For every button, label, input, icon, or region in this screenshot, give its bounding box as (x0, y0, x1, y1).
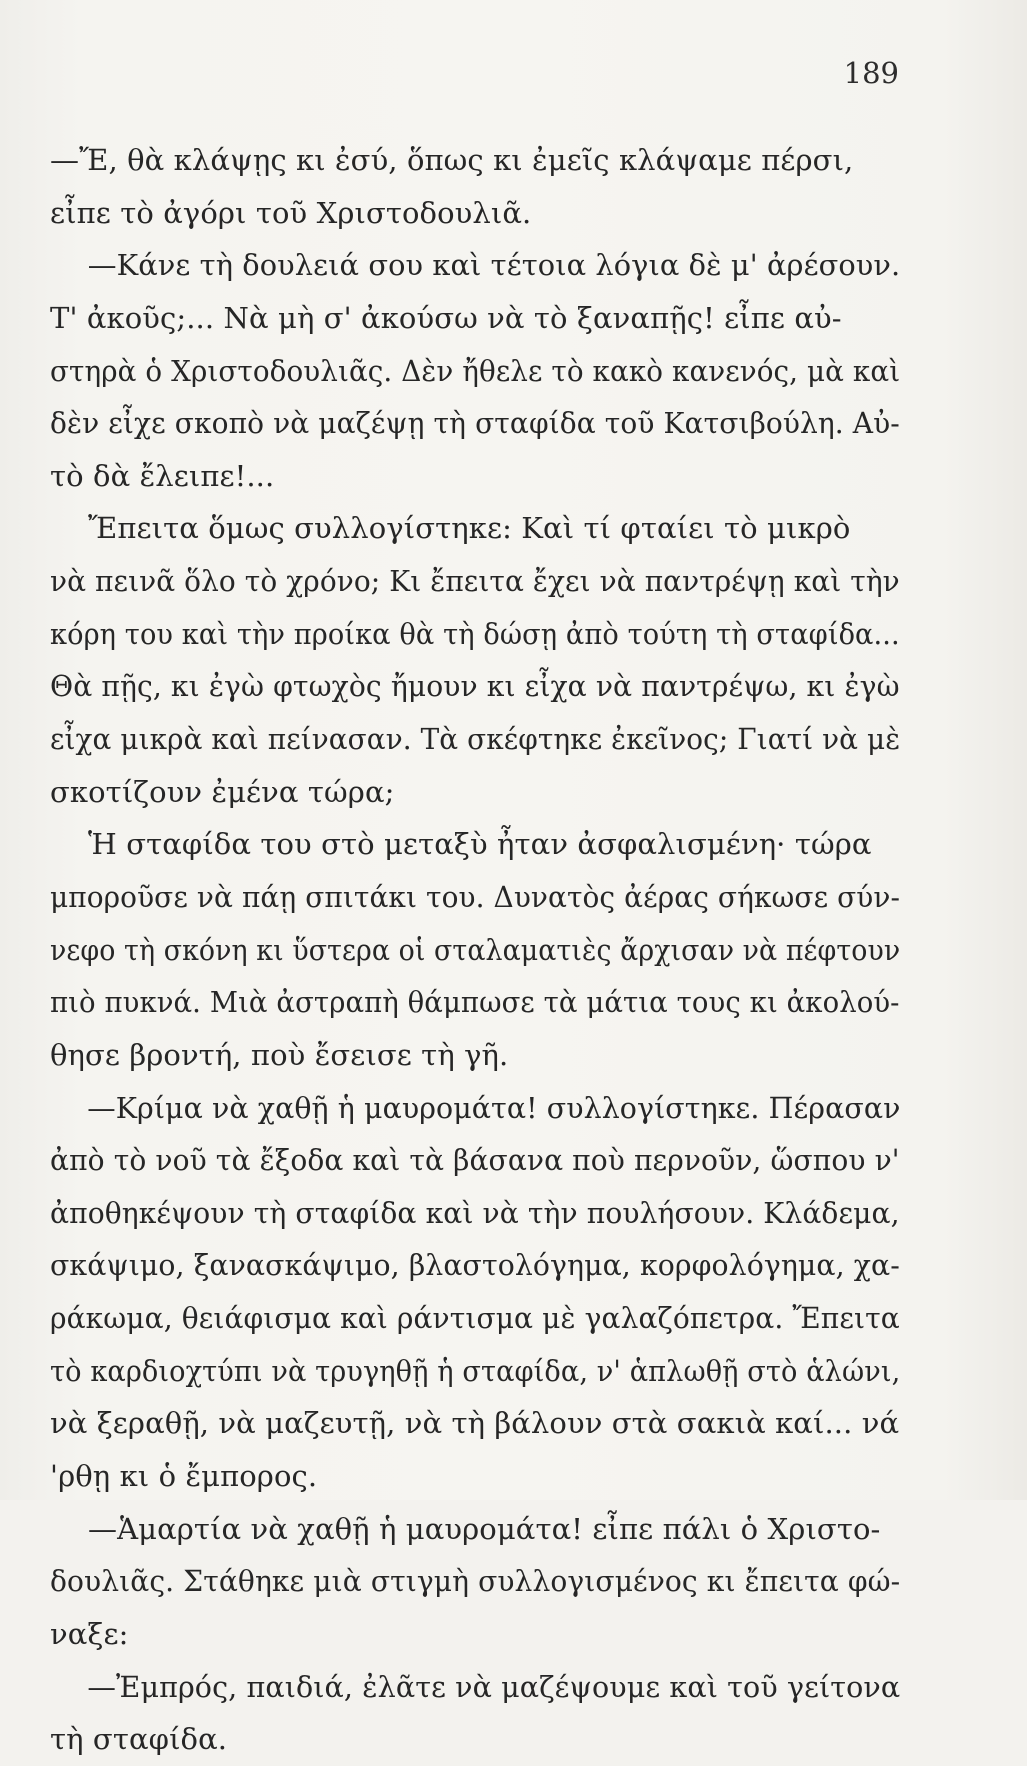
text-line: θησε βροντή, ποὺ ἔσεισε τὴ γῆ. (50, 1037, 509, 1072)
text-line: νὰ ξεραθῇ, νὰ μαζευτῇ, νὰ τὴ βάλουν στὰ σακιὰ καί... νά (50, 1406, 900, 1441)
text-line: νεφο τὴ σκόνη κι ὕστερα οἱ σταλαματιὲς ἄρχισαν νὰ πέφτουν (50, 932, 901, 967)
text-line: ράκωμα, θειάφισμα καὶ ράντισμα μὲ γαλαζόπετρα. Ἔπειτα (50, 1301, 900, 1336)
text-line: εἶχα μικρὰ καὶ πείνασαν. Τὰ σκέφτηκε ἐκεῖνος; Γιατί νὰ μὲ (50, 722, 901, 757)
text-line: —Ἐμπρός, παιδιά, ἐλᾶτε νὰ μαζέψουμε καὶ τοῦ γείτονα (87, 1669, 901, 1704)
text-line: μποροῦσε νὰ πάῃ σπιτάκι του. Δυνατὸς ἀέρας σήκωσε σύν- (50, 879, 901, 914)
text-line: τὸ καρδιοχτύπι νὰ τρυγηθῇ ἡ σταφίδα, ν' ἁπλωθῇ στὸ ἁλώνι, (50, 1353, 901, 1388)
text-line: τὸ δὰ ἔλειπε!... (50, 458, 275, 493)
text-line: κόρη του καὶ τὴν προίκα θὰ τὴ δώσῃ ἀπὸ τούτη τὴ σταφίδα... (50, 616, 900, 651)
text-line: δουλιᾶς. Στάθηκε μιὰ στιγμὴ συλλογισμένος κι ἔπειτα φώ- (50, 1564, 901, 1599)
text-line: 'ρθῃ κι ὁ ἔμπορος. (50, 1459, 318, 1494)
body-text (50, 134, 900, 1766)
text-line: σκάψιμο, ξανασκάψιμο, βλαστολόγημα, κορφολόγημα, χα- (50, 1248, 900, 1283)
text-line: τὴ σταφίδα. (50, 1722, 228, 1757)
text-line: σκοτίζουν ἐμένα τώρα; (50, 774, 395, 809)
text-line: πιὸ πυκνά. Μιὰ ἀστραπὴ θάμπωσε τὰ μάτια τους κι ἀκολού- (50, 985, 900, 1020)
text-line: Τ' ἀκοῦς;... Νὰ μὴ σ' ἀκούσω νὰ τὸ ξαναπῇς! εἶπε αὐ- (50, 300, 842, 335)
text-line: νὰ πεινᾶ ὅλο τὸ χρόνο; Κι ἔπειτα ἔχει νὰ παντρέψῃ καὶ τὴν (50, 564, 900, 599)
text-line: στηρὰ ὁ Χριστοδουλιᾶς. Δὲν ἤθελε τὸ κακὸ κανενός, μὰ καὶ (50, 353, 901, 388)
text-line: Θὰ πῇς, κι ἐγὼ φτωχὸς ἤμουν κι εἶχα νὰ παντρέψω, κι ἐγὼ (50, 669, 900, 704)
text-line: —Ἔ, θὰ κλάψῃς κι ἐσύ, ὅπως κι ἐμεῖς κλάψαμε πέρσι, (50, 143, 854, 177)
text-line: Ἔπειτα ὅμως συλλογίστηκε: Καὶ τί φταίει τὸ μικρὸ (88, 511, 851, 546)
text-line: ἀποθηκέψουν τὴ σταφίδα καὶ νὰ τὴν πουλήσουν. Κλάδεμα, (50, 1195, 900, 1230)
text-line: ναξε: (50, 1616, 129, 1651)
text-line: —Κάνε τὴ δουλειά σου καὶ τέτοια λόγια δὲ μ' ἀρέσουν. (87, 248, 901, 283)
text-line: —Κρίμα νὰ χαθῇ ἡ μαυρομάτα! συλλογίστηκε. Πέρασαν (87, 1090, 901, 1125)
text-line: ἀπὸ τὸ νοῦ τὰ ἔξοδα καὶ τὰ βάσανα ποὺ περνοῦν, ὥσπου ν' (50, 1143, 900, 1178)
text-line: Ἡ σταφίδα του στὸ μεταξὺ ἦταν ἀσφαλισμένη· τώρα (88, 827, 872, 862)
text-line: —Ἁμαρτία νὰ χαθῇ ἡ μαυρομάτα! εἶπε πάλι ὁ Χριστο- (88, 1511, 881, 1546)
page-number: 189 (843, 56, 899, 90)
text-line: δὲν εἶχε σκοπὸ νὰ μαζέψῃ τὴ σταφίδα τοῦ Κατσιβούλη. Αὐ- (50, 406, 900, 441)
text-line: εἶπε τὸ ἀγόρι τοῦ Χριστοδουλιᾶ. (50, 195, 532, 230)
